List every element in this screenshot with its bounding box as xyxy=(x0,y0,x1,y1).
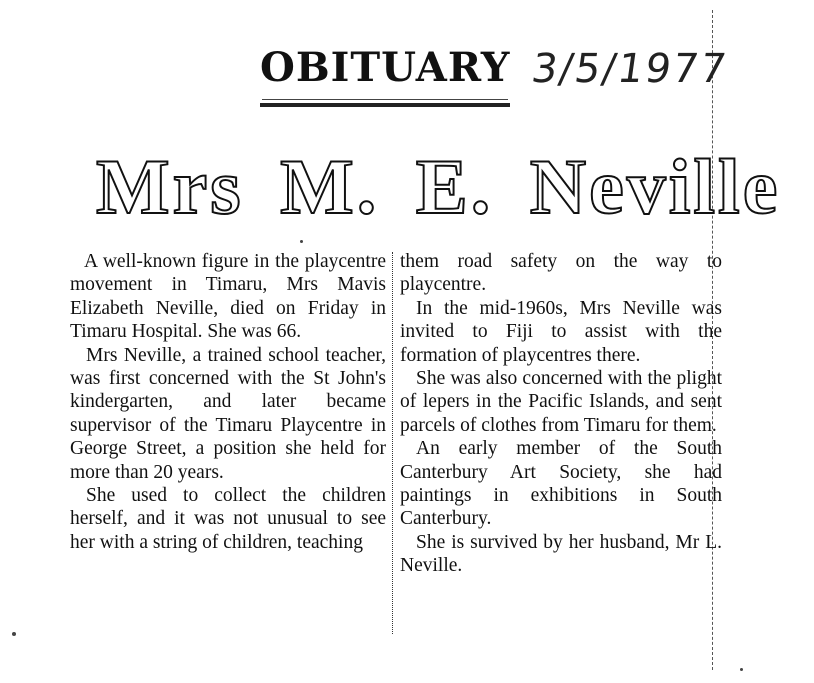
paragraph-6: She was also concerned with the plight of lepers in the Pacific Islands, and sent parcels of clothes from Timaru for them. xyxy=(400,368,722,436)
paragraph-1: A well-known figure in the playcentre movement in Timaru, Mrs Mavis Elizabeth Neville, died on Friday in Timaru Hospital. She was 66. xyxy=(70,251,386,343)
paragraph-4: them road safety on the way to playcentre. xyxy=(400,251,722,296)
heading-rule xyxy=(260,103,510,107)
paragraph-2: Mrs Neville, a trained school teacher, was first concerned with the St John's kindergarten, and later became supervisor of the Timaru Playcentre in George Street, a position she held for more than 20 years. xyxy=(70,344,386,483)
stray-mark xyxy=(12,632,16,636)
obituary-heading: OBITUARY xyxy=(260,44,511,91)
paragraph-3: She used to collect the children herself, and it was not unusual to see her with a string of children, teaching xyxy=(70,485,386,553)
paragraph-8: She is survived by her husband, Mr L. Neville. xyxy=(400,531,722,577)
heading-rule-thin xyxy=(262,99,508,100)
paragraph-7: An early member of the South Canterbury Art Society, she had paintings in exhibitions in South Canterbury. xyxy=(400,438,722,530)
right-column xyxy=(400,250,722,578)
handwritten-date: 3/5/1977 xyxy=(528,46,731,92)
column-divider xyxy=(392,252,393,634)
paragraph-5: In the mid-1960s, Mrs Neville was invited to Fiji to assist with the formation of playcentres there. xyxy=(400,297,722,366)
deceased-name-title: Mrs M. E. Neville xyxy=(96,143,781,230)
stray-mark xyxy=(740,668,743,671)
left-column xyxy=(70,250,386,554)
stray-mark xyxy=(300,240,303,243)
